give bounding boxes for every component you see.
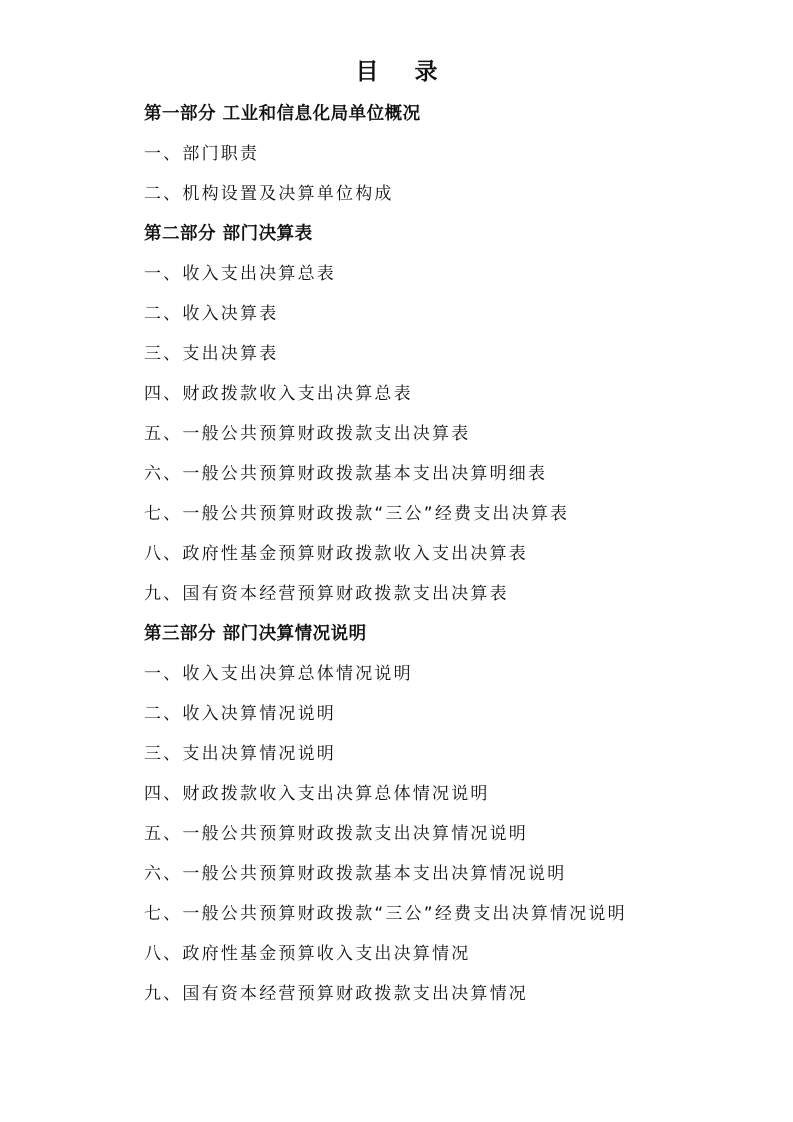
toc-item: 八、政府性基金预算收入支出决算情况	[144, 944, 471, 964]
toc-list	[144, 94, 764, 1014]
toc-title: 目 录	[355, 59, 452, 85]
toc-item: 二、收入决算情况说明	[144, 704, 336, 724]
toc-item: 八、政府性基金预算财政拨款收入支出决算表	[144, 544, 528, 564]
toc-item: 九、国有资本经营预算财政拨款支出决算情况	[144, 984, 528, 1004]
toc-item: 一、收入支出决算总体情况说明	[144, 664, 413, 684]
toc-item: 五、一般公共预算财政拨款支出决算表	[144, 424, 471, 444]
toc-item: 三、支出决算情况说明	[144, 744, 336, 764]
toc-item: 一、收入支出决算总表	[144, 264, 336, 284]
toc-item: 二、收入决算表	[144, 304, 279, 324]
toc-item: 一、部门职责	[144, 144, 260, 164]
toc-item: 六、一般公共预算财政拨款基本支出决算情况说明	[144, 864, 567, 884]
toc-item: 三、支出决算表	[144, 344, 279, 364]
toc-item: 七、一般公共预算财政拨款“三公”经费支出决算情况说明	[144, 904, 627, 924]
toc-item: 二、机构设置及决算单位构成	[144, 184, 394, 204]
toc-item: 四、财政拨款收入支出决算总体情况说明	[144, 784, 490, 804]
toc-section-heading-1: 第一部分 工业和信息化局单位概况	[144, 104, 421, 124]
toc-section-heading-3: 第三部分 部门决算情况说明	[144, 624, 367, 644]
toc-item: 六、一般公共预算财政拨款基本支出决算明细表	[144, 464, 548, 484]
toc-item: 五、一般公共预算财政拨款支出决算情况说明	[144, 824, 528, 844]
toc-item: 四、财政拨款收入支出决算总表	[144, 384, 413, 404]
toc-item: 九、国有资本经营预算财政拨款支出决算表	[144, 584, 509, 604]
toc-item: 七、一般公共预算财政拨款“三公”经费支出决算表	[144, 504, 570, 524]
toc-section-heading-2: 第二部分 部门决算表	[144, 224, 313, 244]
